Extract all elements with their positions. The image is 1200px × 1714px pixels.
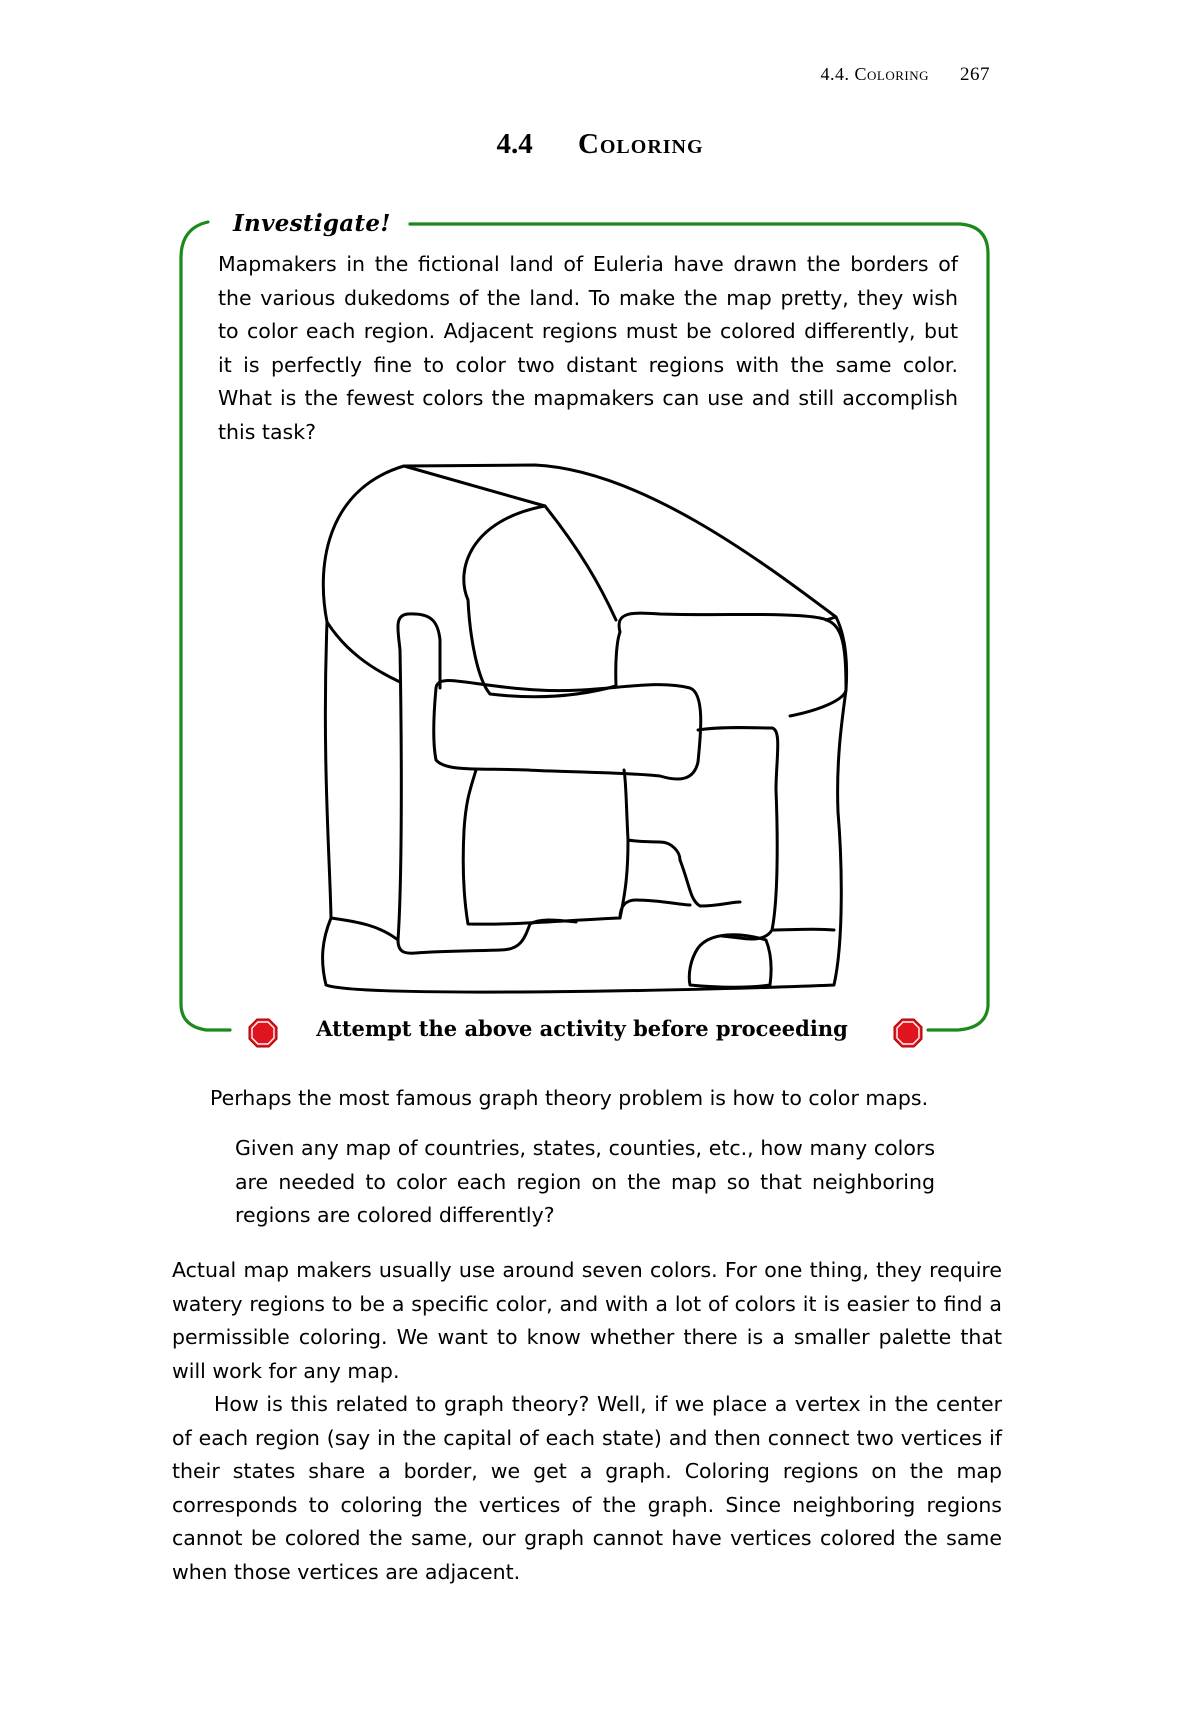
stop-sign-icon-left bbox=[248, 1018, 278, 1048]
map-region-left-column-top bbox=[408, 614, 440, 688]
page-number: 267 bbox=[960, 64, 990, 85]
map-region-right-vertical bbox=[698, 728, 778, 940]
map-border-left-band bbox=[327, 622, 400, 682]
section-title-text: Coloring bbox=[577, 128, 704, 160]
map-border-top bbox=[404, 466, 545, 506]
section-number: 4.4 bbox=[496, 128, 533, 160]
intro-sentence: Perhaps the most famous graph theory problem is how to color maps. bbox=[210, 1086, 929, 1110]
investigate-text: Mapmakers in the fictional land of Euleria have drawn the borders of the various dukedoms of the land. To make the map pretty, they wish to color each region. Adjacent regions must be colored differently, but it is perfectly fine to color two distant regions with the same color. What is the fewest colors the mapmakers can use and still accomplish this task? bbox=[218, 252, 958, 444]
stop-sign-icon-right bbox=[893, 1018, 923, 1048]
map-region-inner-box bbox=[463, 770, 628, 924]
map-border-bottom-band bbox=[331, 918, 398, 940]
paragraph-map-makers: Actual map makers usually use around seven colors. For one thing, they require watery regions to be a specific color, and with a lot of colors it is easier to find a permissible coloring. We want to know whether there is a smaller palette that will work for any map. bbox=[172, 1258, 1002, 1383]
investigate-label: Investigate! bbox=[233, 210, 391, 237]
map-border-diagonal bbox=[545, 506, 616, 620]
map-border-right-band bbox=[464, 506, 620, 697]
map-region-bottom-box bbox=[689, 935, 771, 988]
map-region-right-box bbox=[619, 613, 846, 716]
block-quote-question: Given any map of countries, states, counties, etc., how many colors are needed to color each region on the map so that neighboring regions are colored differently? bbox=[235, 1136, 935, 1227]
paragraph-graph-theory: How is this related to graph theory? Well, if we place a vertex in the center of each region (say in the capital of each state) and then connect two vertices if their states share a border, we get a graph. Coloring regions on the map corresponds to coloring the vertices of the graph. Since neighboring regions cannot be colored the same, our graph cannot have vertices colored the same when those vertices are adjacent. bbox=[172, 1392, 1002, 1584]
map-region-right-connector bbox=[628, 840, 740, 906]
running-head-section: 4.4. Coloring bbox=[820, 64, 929, 84]
map-region-left-column bbox=[398, 614, 576, 953]
map-border-bottom-right bbox=[772, 929, 834, 930]
attempt-notice: Attempt the above activity before proceeding bbox=[316, 1016, 848, 1041]
map-region-right-connector-lower bbox=[620, 900, 690, 918]
